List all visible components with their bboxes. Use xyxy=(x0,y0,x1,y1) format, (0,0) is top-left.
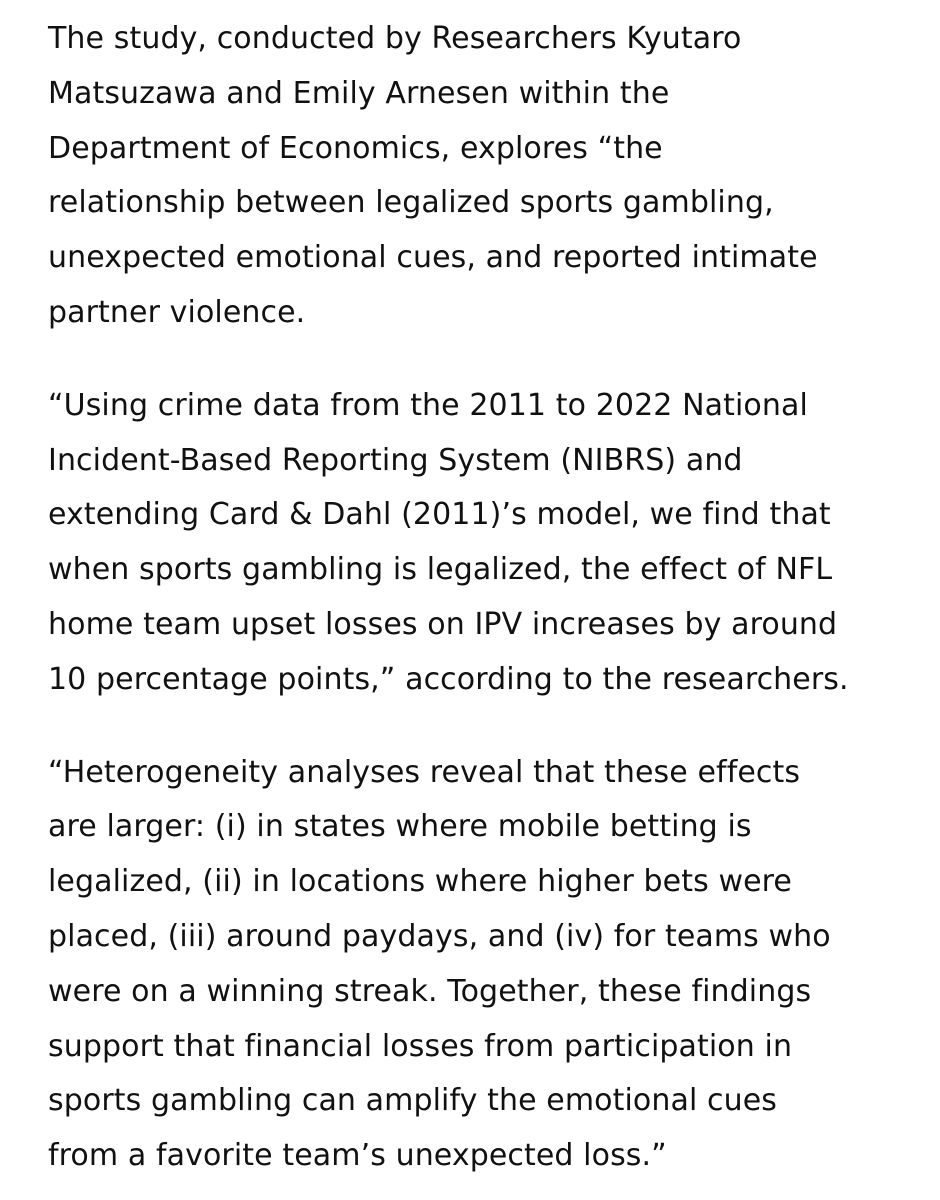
paragraph-heterogeneity-quote xyxy=(48,746,940,1184)
paragraph-line: home team upset losses on IPV increases by around xyxy=(48,606,838,642)
paragraph-line: legalized, (ii) in locations where higher bets were xyxy=(48,864,792,900)
paragraph-study-intro xyxy=(48,12,940,341)
paragraph-line: partner violence. xyxy=(48,294,306,330)
paragraph-line: Matsuzawa and Emily Arnesen within the xyxy=(48,75,670,111)
paragraph-line: from a favorite team’s unexpected loss.” xyxy=(48,1138,667,1174)
paragraph-line: support that financial losses from participation in xyxy=(48,1028,793,1064)
paragraph-line: “Heterogeneity analyses reveal that these effects xyxy=(48,754,801,790)
paragraph-line: “Using crime data from the 2011 to 2022 National xyxy=(48,387,808,423)
paragraph-line: placed, (iii) around paydays, and (iv) for teams who xyxy=(48,918,831,954)
paragraph-line: extending Card & Dahl (2011)’s model, we find that xyxy=(48,497,831,533)
paragraph-line: Department of Economics, explores “the xyxy=(48,130,663,166)
paragraph-line: sports gambling can amplify the emotional cues xyxy=(48,1083,778,1119)
paragraph-line: Incident-Based Reporting System (NIBRS) and xyxy=(48,442,743,478)
paragraph-line: were on a winning streak. Together, these findings xyxy=(48,973,812,1009)
paragraph-line: are larger: (i) in states where mobile betting is xyxy=(48,809,752,845)
paragraph-line: relationship between legalized sports gambling, xyxy=(48,185,774,221)
paragraph-crime-data-quote xyxy=(48,379,940,708)
paragraph-line: The study, conducted by Researchers Kyutaro xyxy=(48,21,742,56)
paragraph-line: when sports gambling is legalized, the effect of NFL xyxy=(48,552,833,588)
article-body xyxy=(48,12,940,1184)
paragraph-line: 10 percentage points,” according to the researchers. xyxy=(48,661,849,697)
paragraph-line: unexpected emotional cues, and reported intimate xyxy=(48,240,818,276)
